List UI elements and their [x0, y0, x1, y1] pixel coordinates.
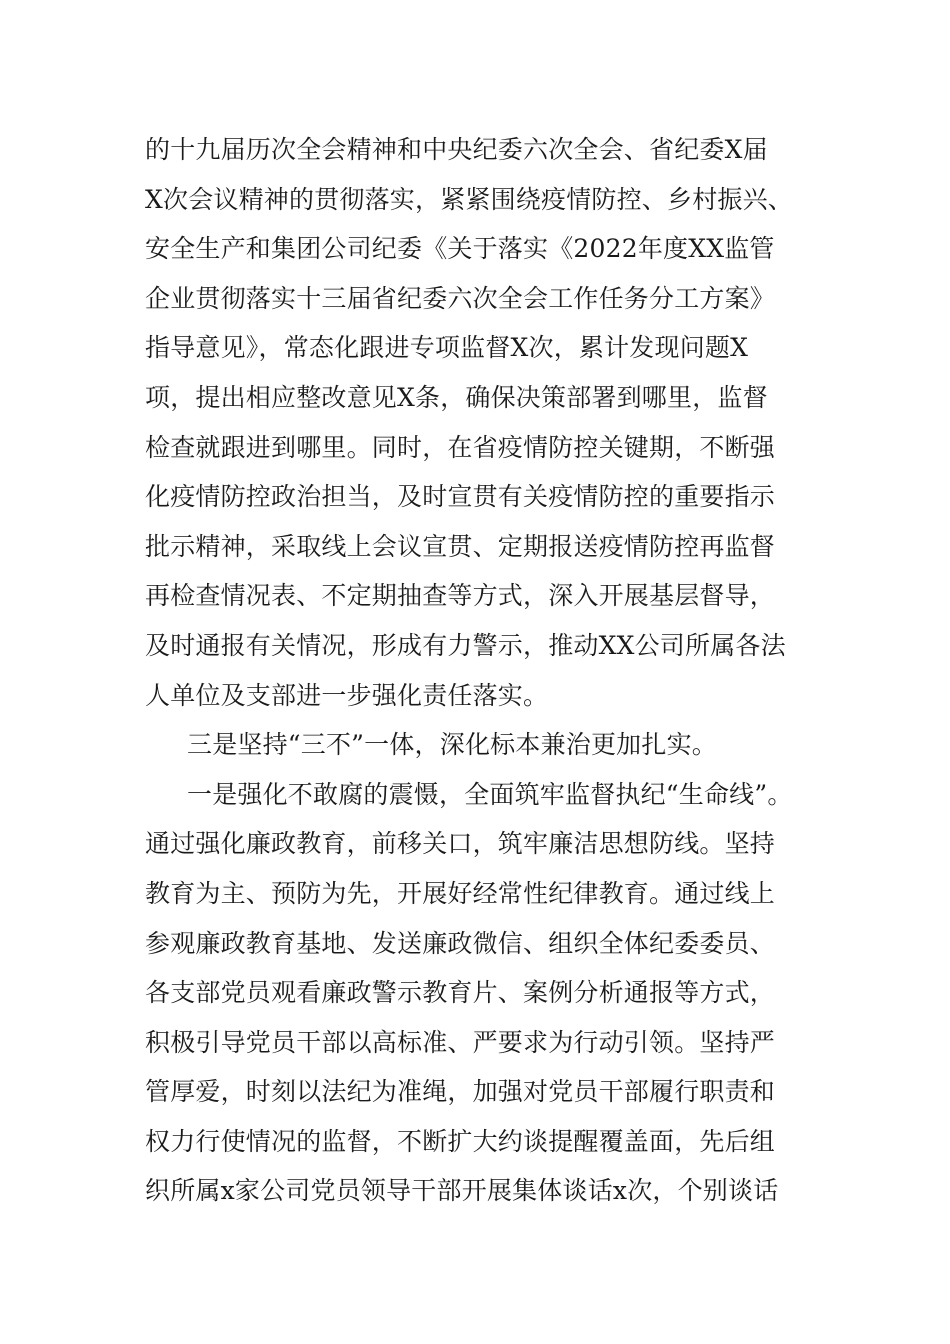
text-line: 的十九届历次全会精神和中央纪委六次全会、省纪委X届 [145, 135, 768, 164]
body-text [145, 125, 825, 1216]
section-heading: 三是坚持“三不”一体，深化标本兼治更加扎实。 [187, 730, 717, 760]
text-line: 企业贯彻落实十三届省纪委六次全会工作任务分工方案》 [145, 283, 776, 313]
text-line: 安全生产和集团公司纪委《关于落实《2022年度XX监管 [145, 234, 775, 264]
text-line: 参观廉政教育基地、发送廉政微信、组织全体纪委委员、 [145, 928, 776, 958]
text-line: 化疫情防控政治担当，及时宣贯有关疫情防控的重要指示 [145, 482, 776, 512]
subsection-heading: 一是强化不敢腐的震慑，全面筑牢监督执纪“生命线”。 [187, 779, 793, 809]
text-line: 管厚爱，时刻以法纪为准绳，加强对党员干部履行职责和 [145, 1077, 776, 1107]
text-line: 织所属x家公司党员领导干部开展集体谈话x次，个别谈话 [145, 1176, 779, 1206]
text-line: 批示精神，采取线上会议宣贯、定期报送疫情防控再监督 [145, 531, 776, 561]
text-line: 积极引导党员干部以高标准、严要求为行动引领。坚持严 [145, 1027, 776, 1057]
text-line: 权力行使情况的监督，不断扩大约谈提醒覆盖面，先后组 [145, 1126, 776, 1156]
text-line: 通过强化廉政教育，前移关口，筑牢廉洁思想防线。坚持 [145, 829, 776, 859]
text-line: 各支部党员观看廉政警示教育片、案例分析通报等方式， [145, 978, 776, 1008]
text-line: 指导意见》，常态化跟进专项监督X次，累计发现问题X [145, 333, 749, 363]
text-line: 再检查情况表、不定期抽查等方式，深入开展基层督导， [145, 581, 776, 611]
text-line: 检查就跟进到哪里。同时，在省疫情防控关键期，不断强 [145, 432, 776, 462]
text-line: 教育为主、预防为先，开展好经常性纪律教育。通过线上 [145, 878, 776, 908]
text-line: 人单位及支部进一步强化责任落实。 [145, 680, 549, 710]
text-line: X次会议精神的贯彻落实，紧紧围绕疫情防控、乡村振兴、 [145, 184, 794, 214]
text-line: 及时通报有关情况，形成有力警示，推动XX公司所属各法 [145, 630, 786, 660]
text-line: 项，提出相应整改意见X条，确保决策部署到哪里，监督 [145, 382, 768, 412]
